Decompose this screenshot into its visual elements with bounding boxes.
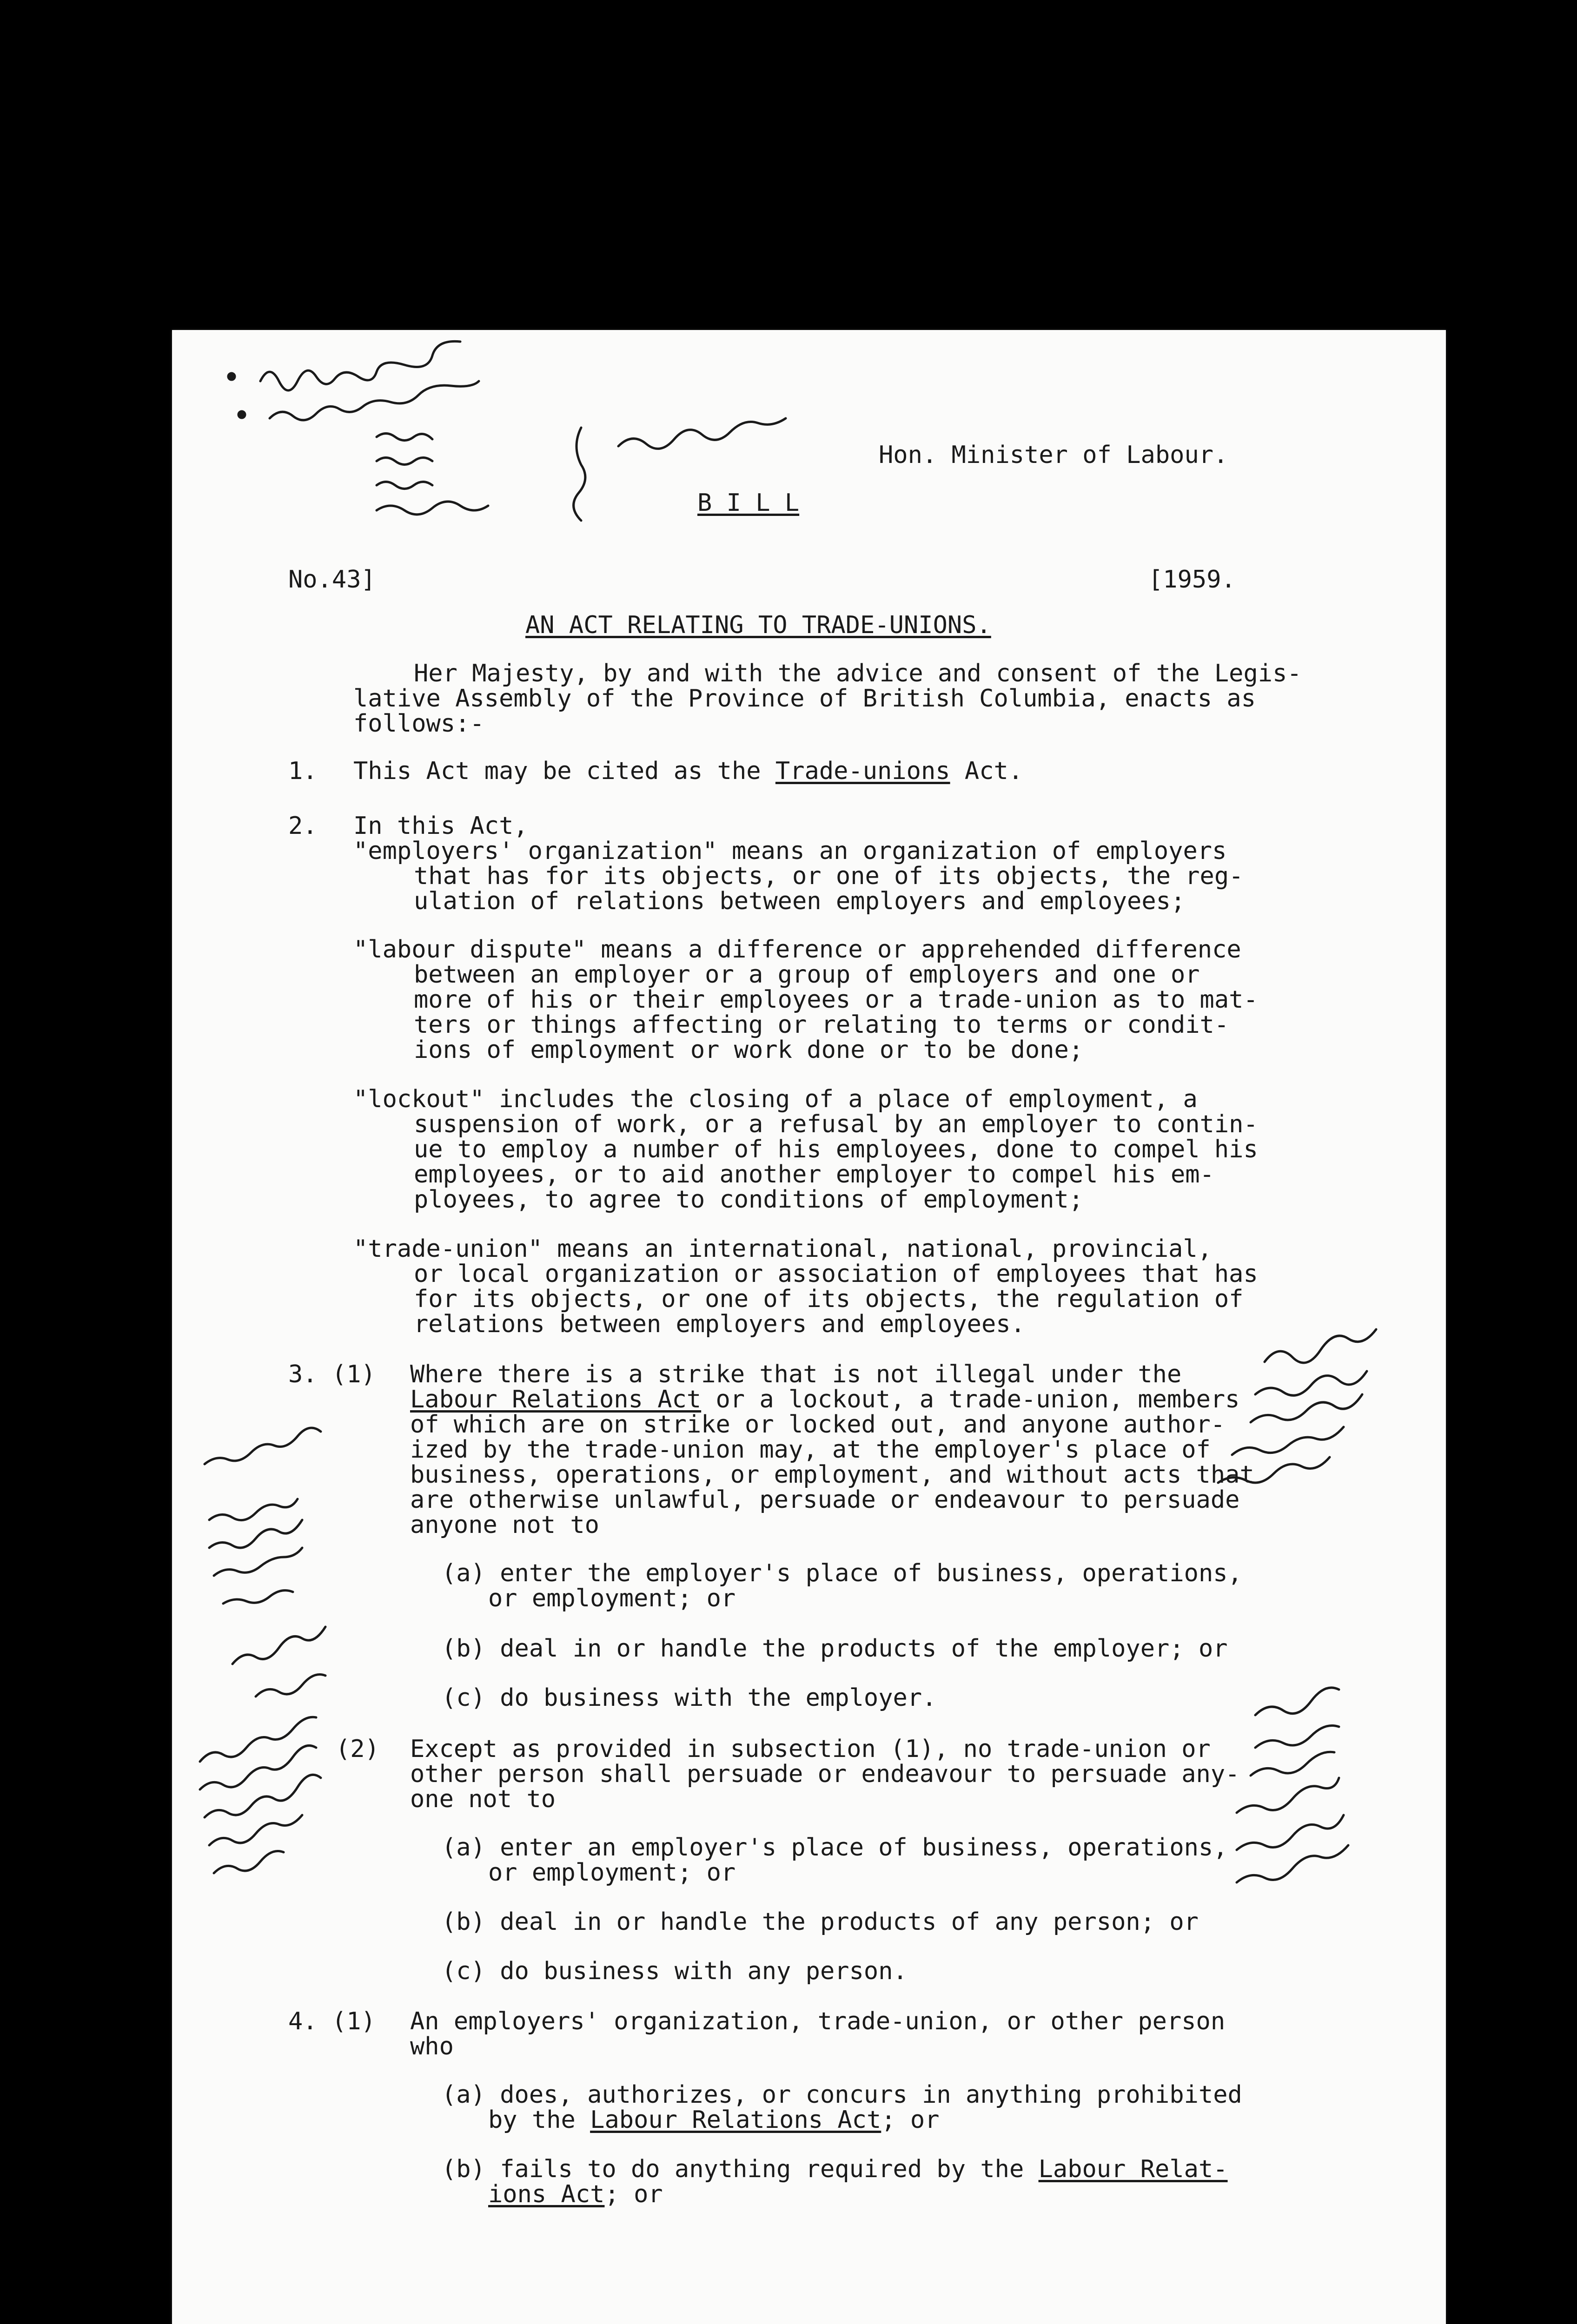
section-3-line: Where there is a strike that is not illegal under the <box>410 1360 1182 1388</box>
definition-line: between an employer or a group of employers and one or <box>414 961 1200 989</box>
act-reference: ions Act <box>488 2180 605 2208</box>
bill-number: No.43] <box>288 566 376 594</box>
scribble-line <box>260 341 460 390</box>
scribble-line <box>205 1428 321 1464</box>
definition-line: ters or things affecting or relating to terms or condit- <box>414 1011 1229 1039</box>
bullet-mark <box>239 411 245 418</box>
scribble-line <box>223 1591 293 1604</box>
definition-line: employees, or to aid another employer to compel his em- <box>414 1161 1214 1188</box>
bullet-mark <box>228 373 235 380</box>
clause-c: (c) do business with any person. <box>442 1957 908 1985</box>
definition-line: suspension of work, or a refusal by an employer to contin- <box>414 1110 1258 1138</box>
scribble-line <box>1255 1371 1367 1395</box>
marginal-notes-strokes <box>200 341 1376 1882</box>
clause-b: (b) deal in or handle the products of any person; or <box>442 1908 1199 1936</box>
scribble-line <box>256 1675 325 1697</box>
definition-line: "trade-union" means an international, national, provincial, <box>353 1235 1213 1263</box>
definition-line: ions of employment or work done or to be done; <box>414 1036 1084 1064</box>
section-3-number: 3. (1) <box>288 1360 376 1388</box>
scribble-line <box>200 1717 316 1762</box>
clause-a: (a) enter the employer's place of business, operations, <box>442 1559 1242 1587</box>
definition-line: ue to employ a number of his employees, done to compel his <box>414 1136 1258 1163</box>
clause-a: (a) enter an employer's place of business, operations, <box>442 1834 1228 1862</box>
scribble-line <box>1251 1752 1334 1776</box>
handwritten-annotations <box>172 330 1446 2324</box>
section-3-line: business, operations, or employment, and without acts that <box>410 1461 1254 1489</box>
definition-line: for its objects, or one of its objects, the regulation of <box>414 1285 1244 1313</box>
clause-b-post: ; or <box>604 2180 663 2208</box>
bill-year: [1959. <box>1148 566 1236 594</box>
section-3-line: ized by the trade-union may, at the employer's place of <box>410 1436 1211 1464</box>
bill-text <box>172 330 1446 2324</box>
scribble-line <box>377 482 432 489</box>
definition-line: ulation of relations between employers and employees; <box>414 887 1186 915</box>
act-reference: Labour Relations Act <box>410 1386 702 1413</box>
subsection-2-number: (2) <box>336 1735 379 1763</box>
short-title: Trade-unions <box>775 757 950 785</box>
bill-heading: B I L L <box>697 489 800 517</box>
clause-c: (c) do business with the employer. <box>442 1684 937 1712</box>
scribble-line <box>1237 1778 1339 1813</box>
scribble-line <box>1265 1329 1376 1363</box>
preamble-line: follows:- <box>353 710 484 738</box>
section-3-line: are otherwise unlawful, persuade or endeavour to persuade <box>410 1486 1240 1514</box>
scribble-line <box>377 434 432 441</box>
scribble-line <box>1255 1688 1339 1715</box>
section-3-line-rest: or a lockout, a trade-union, members <box>701 1386 1240 1413</box>
section-4-number: 4. (1) <box>288 2007 376 2035</box>
subsection-2-line: Except as provided in subsection (1), no trade-union or <box>410 1735 1211 1763</box>
scribble-line <box>214 1851 284 1874</box>
scribble-line <box>205 1775 321 1817</box>
section-3-line: of which are on strike or locked out, and anyone author- <box>410 1411 1226 1439</box>
scribble-line <box>1237 1815 1344 1850</box>
scribble-line <box>214 1548 302 1576</box>
clause-a-pre: by the <box>488 2106 590 2134</box>
subsection-2-line: one not to <box>410 1785 556 1813</box>
scribble-line <box>618 418 786 449</box>
scribble-line <box>209 1499 298 1520</box>
scribble-line <box>1255 1726 1339 1748</box>
definition-line: relations between employers and employees. <box>414 1310 1025 1338</box>
scribble-line <box>1218 1457 1330 1483</box>
section-1-number: 1. <box>288 757 318 785</box>
section-2-number: 2. <box>288 812 318 840</box>
clause-b: (b) deal in or handle the products of the employer; or <box>442 1635 1228 1663</box>
scribble-line <box>1251 1394 1362 1422</box>
minister-line: Hon. Minister of Labour. <box>879 441 1228 469</box>
preamble-line: Her Majesty, by and with the advice and consent of the Legis- <box>414 660 1302 687</box>
definition-line: "lockout" includes the closing of a place of employment, a <box>353 1085 1198 1113</box>
clause-a-cont: or employment; or <box>488 1585 736 1612</box>
definition-line: "labour dispute" means a difference or apprehended difference <box>353 936 1241 964</box>
act-reference: Labour Relat- <box>1038 2155 1228 2183</box>
preamble-line: lative Assembly of the Province of British Columbia, enacts as <box>353 685 1256 713</box>
subsection-2-line: other person shall persuade or endeavour to persuade any- <box>410 1760 1240 1788</box>
section-1-post: Act. <box>950 757 1023 785</box>
section-1-pre: This Act may be cited as the <box>353 757 775 785</box>
definition-line: more of his or their employees or a trade-union as to mat- <box>414 986 1258 1014</box>
scribble-line <box>1237 1845 1348 1882</box>
section-2-intro: In this Act, <box>353 812 528 840</box>
scribble-line <box>209 1520 302 1548</box>
document-page <box>172 330 1446 2324</box>
clause-b-pre: (b) fails to do anything required by the <box>442 2155 1039 2183</box>
act-title: AN ACT RELATING TO TRADE-UNIONS. <box>525 611 991 639</box>
scribble-line <box>209 1815 302 1845</box>
clause-a: (a) does, authorizes, or concurs in anything prohibited <box>442 2081 1242 2109</box>
scribble-line <box>1232 1427 1344 1455</box>
definition-line: "employers' organization" means an organization of employers <box>353 837 1227 865</box>
scribble-line <box>377 502 488 515</box>
definition-line: ployees, to agree to conditions of employment; <box>414 1186 1084 1214</box>
scribble-line <box>377 458 432 465</box>
clause-a-post: ; or <box>881 2106 940 2134</box>
section-4-line: who <box>410 2033 454 2060</box>
definition-line: that has for its objects, or one of its objects, the reg- <box>414 862 1244 890</box>
act-reference: Labour Relations Act <box>590 2106 881 2134</box>
clause-a-cont: or employment; or <box>488 1859 736 1887</box>
definition-line: or local organization or association of employees that has <box>414 1260 1258 1288</box>
scribble-line <box>232 1627 325 1664</box>
section-3-line: anyone not to <box>410 1511 599 1539</box>
scribble-line <box>270 381 479 420</box>
brace-mark <box>574 428 585 521</box>
section-4-line: An employers' organization, trade-union, or other person <box>410 2007 1226 2035</box>
